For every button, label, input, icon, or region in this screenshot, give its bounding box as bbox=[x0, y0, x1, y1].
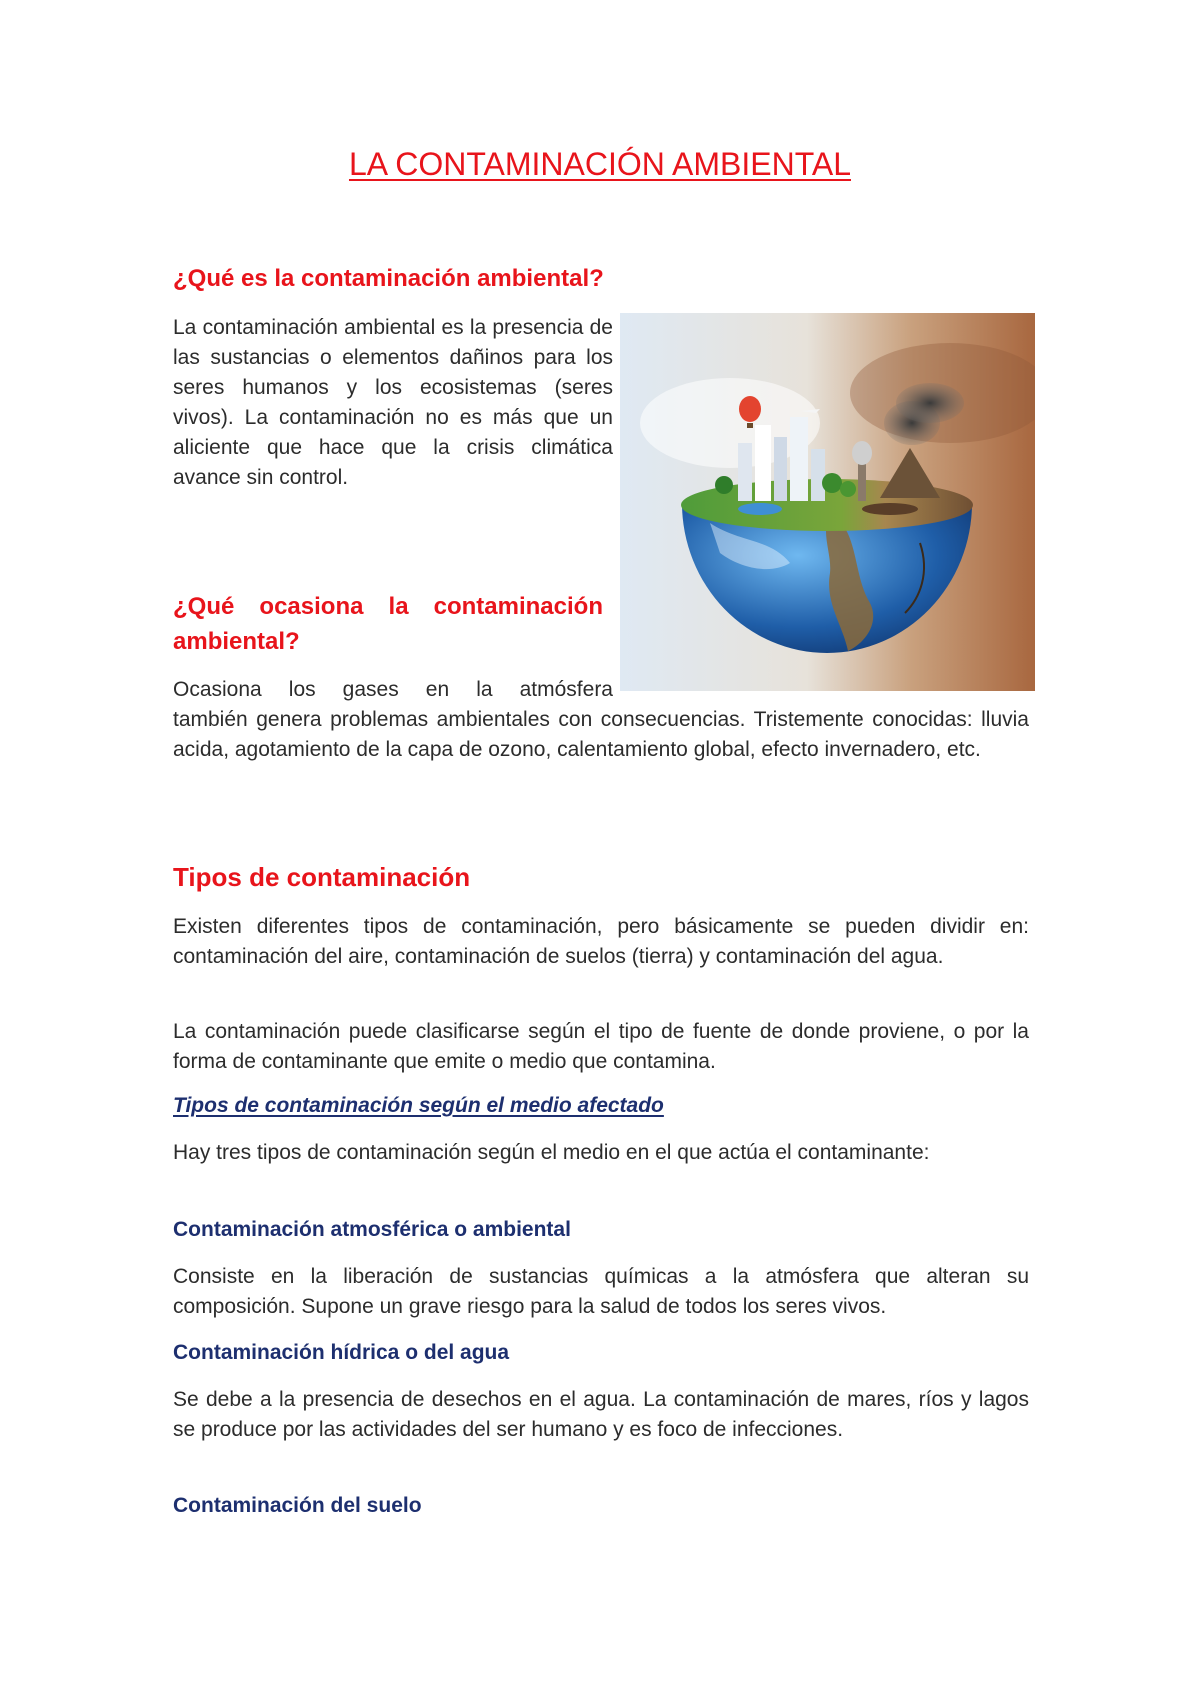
globe-pollution-illustration bbox=[620, 313, 1035, 691]
section-body-what-is: La contaminación ambiental es la presencia de las sustancias o elementos dañinos para los seres humanos y los ecosistemas (seres vivos). La contaminación no es más que un aliciente que hace que la crisis climática avance sin control. bbox=[173, 316, 613, 489]
section-heading-causes-text: ¿Qué ocasiona la contaminación ambiental? bbox=[173, 593, 603, 655]
page-title: LA CONTAMINACIÓN AMBIENTAL bbox=[348, 146, 851, 182]
types-paragraph-2: La contaminación puede clasificarse según el tipo de fuente de donde proviene, o por la forma de contaminante que emite o medio que contamina. bbox=[173, 1020, 1029, 1073]
section-heading-types: Tipos de contaminación bbox=[173, 862, 471, 892]
section-body-causes-rest: también genera problemas ambientales con consecuencias. Tristemente conocidas: lluvia acida, agotamiento de la capa de ozono, calentamiento global, efecto invernadero, etc. bbox=[173, 708, 1029, 761]
item-heading-atmospheric: Contaminación atmosférica o ambiental bbox=[173, 1218, 571, 1241]
item-heading-water: Contaminación hídrica o del agua bbox=[173, 1341, 510, 1364]
item-body-atmospheric: Consiste en la liberación de sustancias químicas a la atmósfera que alteran su composición. Supone un grave riesgo para la salud de todos los seres vivos. bbox=[173, 1265, 1029, 1318]
types-paragraph-1: Existen diferentes tipos de contaminación, pero básicamente se pueden dividir en: contaminación del aire, contaminación de suelos (tierra) y contaminación del agua. bbox=[173, 915, 1029, 968]
section-heading-what-is: ¿Qué es la contaminación ambiental? bbox=[173, 265, 604, 292]
item-heading-soil: Contaminación del suelo bbox=[173, 1494, 422, 1517]
types-by-medium-subheading: Tipos de contaminación según el medio afectado bbox=[173, 1094, 664, 1117]
types-paragraph-3: Hay tres tipos de contaminación según el medio en el que actúa el contaminante: bbox=[173, 1141, 930, 1164]
section-heading-causes bbox=[173, 589, 603, 659]
item-body-water: Se debe a la presencia de desechos en el agua. La contaminación de mares, ríos y lagos se produce por las actividades del ser humano y es foco de infecciones. bbox=[173, 1388, 1029, 1441]
section-body-causes-first-line: Ocasiona los gases en la atmósfera bbox=[173, 678, 613, 701]
